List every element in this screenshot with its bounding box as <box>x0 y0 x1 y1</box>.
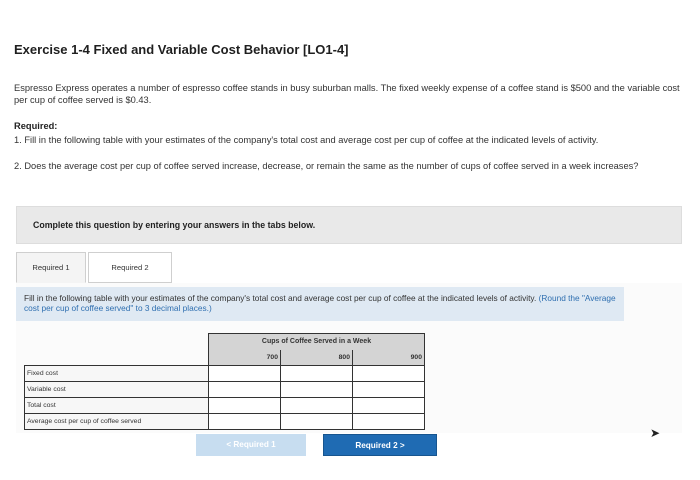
previous-required-button[interactable]: < Required 1 <box>196 434 306 456</box>
fixed-cost-700-input[interactable] <box>211 368 278 380</box>
input-cell[interactable] <box>281 382 353 398</box>
next-required-button[interactable]: Required 2 > <box>323 434 437 456</box>
variable-cost-700-input[interactable] <box>211 384 278 396</box>
input-cell[interactable] <box>209 414 281 430</box>
exercise-intro: Espresso Express operates a number of espresso coffee stands in busy suburban malls. The fixed weekly expense of a coffee stand is $500 and the variable cost per cup of coffee served is $0.43. <box>14 83 680 105</box>
total-cost-800-input[interactable] <box>283 400 350 412</box>
required-item-1: 1. Fill in the following table with your estimates of the company's total cost and average cost per cup of coffee at the indicated levels of activity. <box>14 135 599 145</box>
variable-cost-900-input[interactable] <box>355 384 422 396</box>
panel-instruction-note <box>16 287 624 321</box>
input-cell[interactable] <box>353 382 425 398</box>
tab-required-2[interactable]: Required 2 <box>88 252 172 283</box>
total-cost-700-input[interactable] <box>211 400 278 412</box>
average-cost-800-input[interactable] <box>283 416 350 428</box>
table-corner <box>25 334 209 350</box>
panel-note-main: Fill in the following table with your estimates of the company's total cost and average cost per cup of coffee at the indicated levels of activity. <box>24 293 537 303</box>
table-row <box>25 398 425 414</box>
column-header-900: 900 <box>353 350 425 366</box>
table-group-header: Cups of Coffee Served in a Week <box>209 334 425 350</box>
input-cell[interactable] <box>209 366 281 382</box>
input-cell[interactable] <box>281 414 353 430</box>
input-cell[interactable] <box>209 382 281 398</box>
fixed-cost-800-input[interactable] <box>283 368 350 380</box>
required-item-2: 2. Does the average cost per cup of coffee served increase, decrease, or remain the same as the number of cups of coffee served in a week increases? <box>14 161 639 171</box>
column-header-700: 700 <box>209 350 281 366</box>
instruction-box <box>16 206 682 244</box>
table-row <box>25 366 425 382</box>
required-heading: Required: <box>14 121 58 131</box>
mouse-cursor-icon: ➤ <box>650 426 661 440</box>
panel-note-rounding: (Round the "Average cost per cup of coffee served" to 3 decimal places.) <box>24 293 616 313</box>
input-cell[interactable] <box>281 366 353 382</box>
input-cell[interactable] <box>281 398 353 414</box>
exercise-title: Exercise 1-4 Fixed and Variable Cost Behavior [LO1-4] <box>14 42 349 57</box>
average-cost-700-input[interactable] <box>211 416 278 428</box>
row-label-total-cost: Total cost <box>25 398 209 414</box>
table-corner-2 <box>25 350 209 366</box>
row-label-average-cost: Average cost per cup of coffee served <box>25 414 209 430</box>
table-row <box>25 414 425 430</box>
input-cell[interactable] <box>353 398 425 414</box>
table-row <box>25 382 425 398</box>
panel-instruction-text <box>24 293 620 313</box>
input-cell[interactable] <box>353 414 425 430</box>
instruction-text: Complete this question by entering your answers in the tabs below. <box>33 220 316 230</box>
tab-required-1[interactable]: Required 1 <box>16 252 86 283</box>
input-cell[interactable] <box>209 398 281 414</box>
total-cost-900-input[interactable] <box>355 400 422 412</box>
fixed-cost-900-input[interactable] <box>355 368 422 380</box>
variable-cost-800-input[interactable] <box>283 384 350 396</box>
average-cost-900-input[interactable] <box>355 416 422 428</box>
row-label-variable-cost: Variable cost <box>25 382 209 398</box>
cost-table <box>24 333 425 430</box>
row-label-fixed-cost: Fixed cost <box>25 366 209 382</box>
column-header-800: 800 <box>281 350 353 366</box>
input-cell[interactable] <box>353 366 425 382</box>
